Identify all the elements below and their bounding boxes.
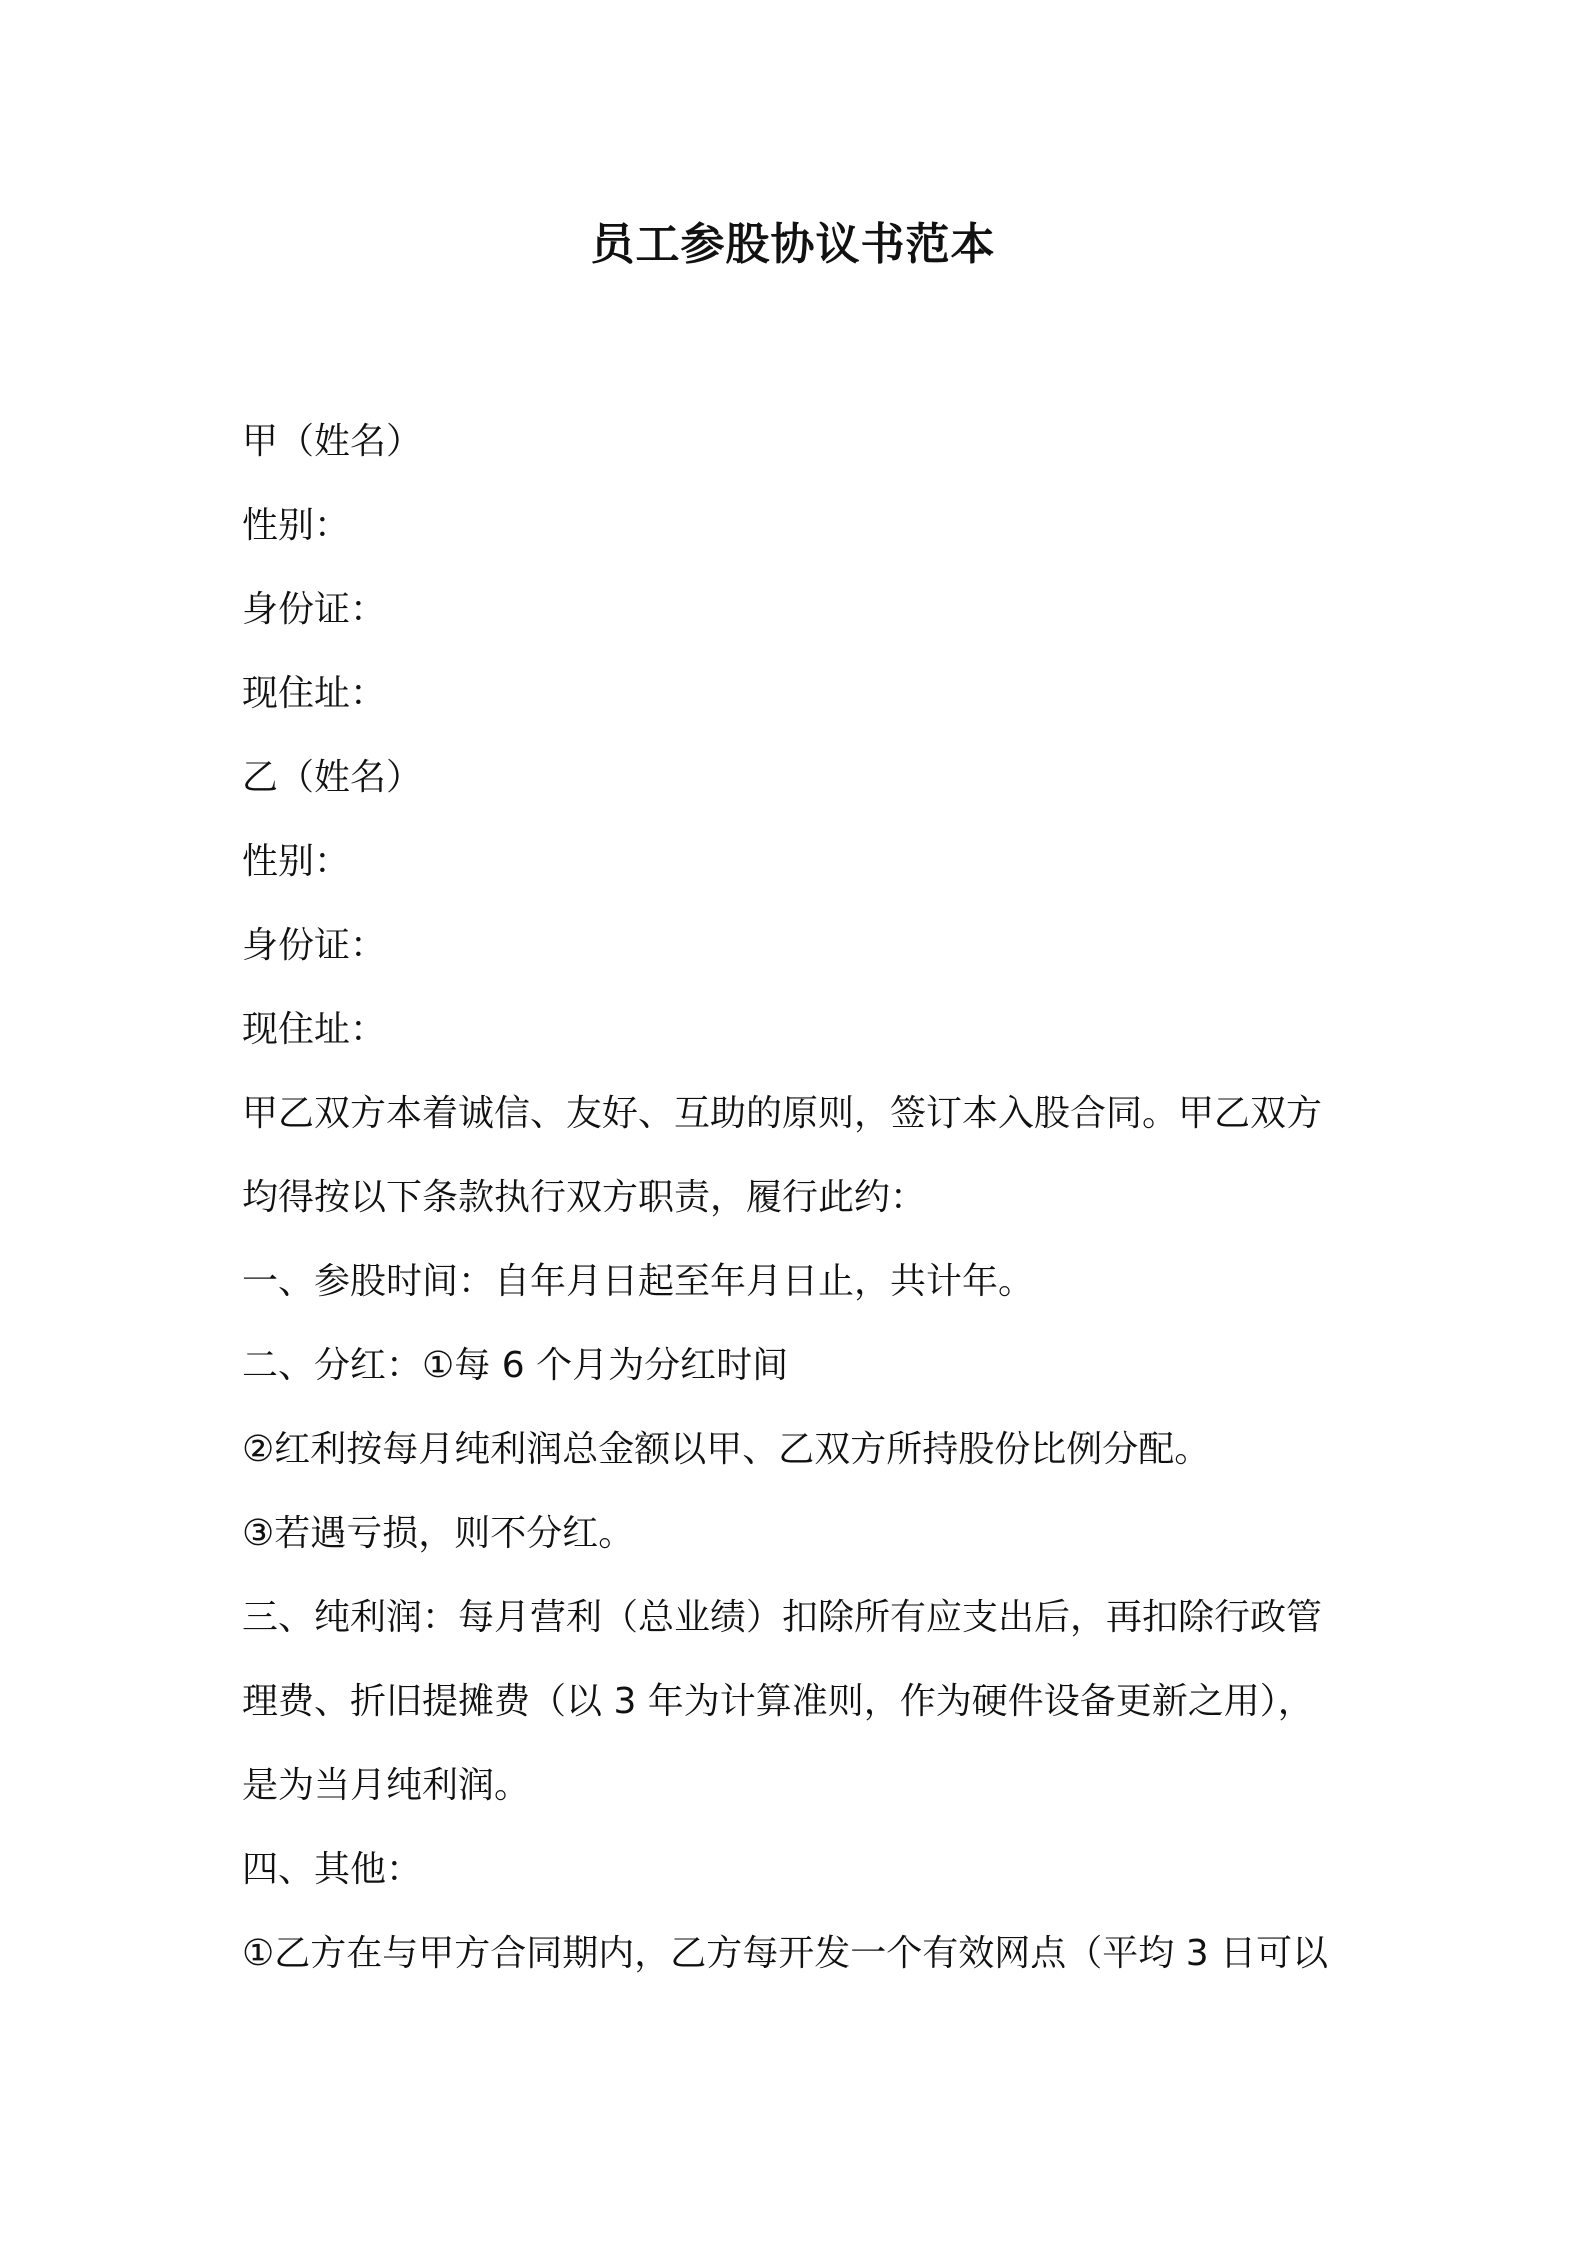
- party-a-name-line: 甲（姓名）: [242, 421, 423, 462]
- clause-2-dividend: 二、分红：①每 6 个月为分红时间: [242, 1345, 789, 1386]
- party-a-gender-line: 性别：: [242, 505, 351, 546]
- clause-2-dividend-item-2: ②红利按每月纯利润总金额以甲、乙双方所持股份比例分配。: [242, 1429, 1211, 1470]
- clause-3-net-profit-line-1: 三、纯利润：每月营利（总业绩）扣除所有应支出后，再扣除行政管: [242, 1597, 1323, 1638]
- document-body: [242, 400, 1362, 1996]
- clause-1-share-period: 一、参股时间：自年月日起至年月日止，共计年。: [242, 1261, 1035, 1302]
- party-b-gender-line: 性别：: [242, 841, 351, 882]
- party-a-address-line: 现住址：: [242, 673, 387, 714]
- clause-3-net-profit-line-3: 是为当月纯利润。: [242, 1765, 531, 1806]
- party-b-id-line: 身份证：: [242, 925, 387, 966]
- document-title: 员工参股协议书范本: [590, 219, 996, 270]
- clause-2-dividend-item-3: ③若遇亏损，则不分红。: [242, 1513, 635, 1554]
- preamble-line-1: 甲乙双方本着诚信、友好、互助的原则，签订本入股合同。甲乙双方: [242, 1093, 1323, 1134]
- preamble-line-2: 均得按以下条款执行双方职责，履行此约：: [242, 1177, 927, 1218]
- party-b-name-line: 乙（姓名）: [242, 757, 423, 798]
- party-b-address-line: 现住址：: [242, 1009, 387, 1050]
- clause-4-other-item-1: ①乙方在与甲方合同期内，乙方每开发一个有效网点（平均 3 日可以: [242, 1933, 1329, 1974]
- clause-4-other: 四、其他：: [242, 1849, 423, 1890]
- party-a-id-line: 身份证：: [242, 589, 387, 630]
- clause-3-net-profit-line-2: 理费、折旧提摊费（以 3 年为计算准则，作为硬件设备更新之用），: [242, 1681, 1314, 1722]
